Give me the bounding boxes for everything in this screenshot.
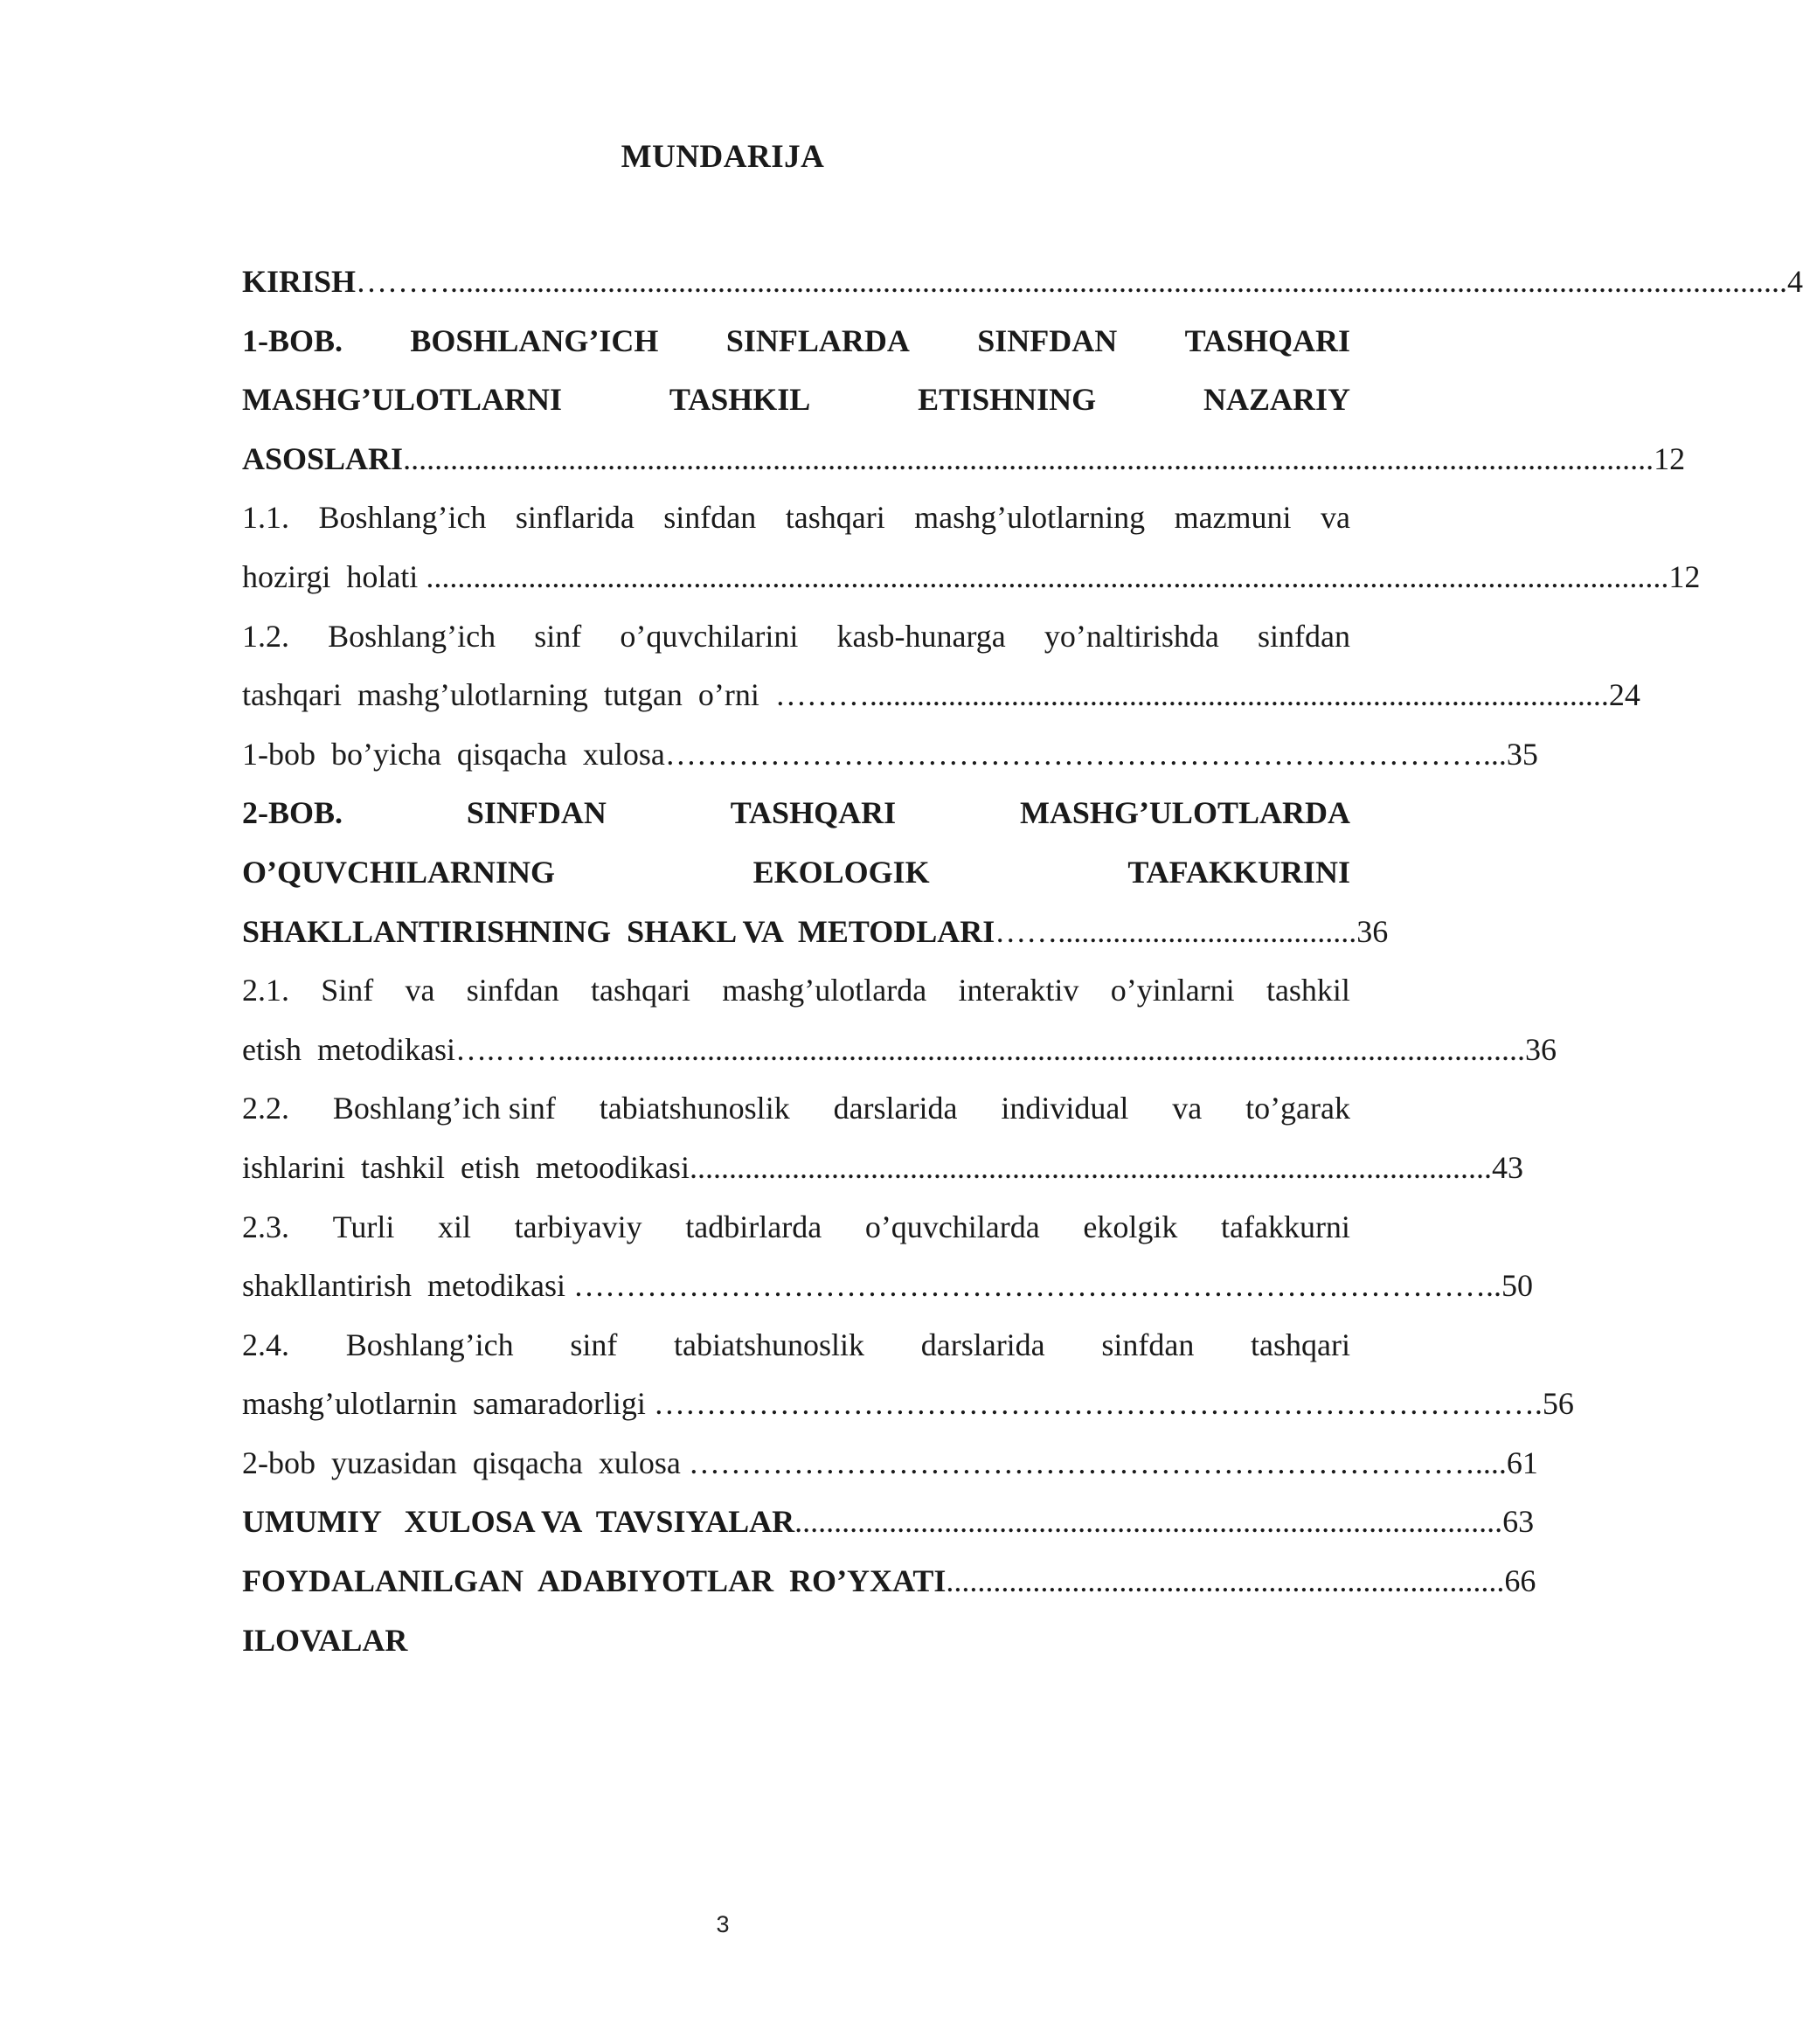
toc-page-number: 63	[1502, 1504, 1535, 1540]
toc-dot-leader: .......................................................................	[946, 1563, 1505, 1599]
toc-word: mashg’ulotlarning	[914, 500, 1146, 536]
toc-word: tadbirlarda	[685, 1209, 822, 1244]
toc-word: ETISHNING	[918, 382, 1097, 418]
toc-dot-leader: ……………………………………………………………………...	[664, 736, 1507, 772]
toc-line	[242, 1434, 1538, 1493]
toc-entry-title: etish metodikasi	[242, 1031, 455, 1067]
toc-entry-title: ishlarini tashkil etish metoodikasi	[242, 1149, 690, 1185]
toc-line	[242, 784, 1350, 843]
toc-dot-leader: ………………………………………………………………………….	[653, 1386, 1543, 1422]
toc-line	[242, 253, 1803, 312]
toc-word: SINFDAN	[977, 322, 1118, 358]
toc-page-number: 12	[1668, 558, 1701, 594]
toc-page-number: 43	[1491, 1149, 1523, 1185]
toc-page-number: 36	[1356, 913, 1389, 949]
toc-line	[242, 1021, 1557, 1080]
toc-word: SINFLARDA	[725, 322, 910, 358]
toc-word: 2.3.	[242, 1209, 289, 1244]
toc-page-number: 24	[1608, 677, 1640, 713]
toc-word: mazmuni	[1174, 500, 1292, 536]
toc-dot-leader: ….……...........................................................................................................................	[454, 1031, 1525, 1067]
toc-word: sinfdan	[1258, 618, 1350, 654]
toc-word: TASHQARI	[730, 795, 897, 831]
toc-word: o’yinlarni	[1110, 973, 1235, 1008]
toc-word: TASHQARI	[1184, 322, 1350, 358]
toc-word: Sinf	[321, 973, 374, 1008]
toc-word: 2.1.	[242, 973, 289, 1008]
toc-page-number: 61	[1506, 1445, 1538, 1480]
toc-word: tashkil	[1266, 973, 1350, 1008]
toc-page-number: 56	[1542, 1386, 1574, 1422]
toc-word: 1-BOB.	[242, 322, 343, 358]
toc-line	[242, 1611, 1350, 1671]
toc-entry-title: ILOVALAR	[242, 1622, 408, 1658]
toc-entry-title: UMUMIY XULOSA VA TAVSIYALAR	[242, 1504, 795, 1540]
toc-dot-leader: ……......................................	[995, 913, 1357, 949]
toc-line	[242, 666, 1640, 725]
toc-word: EKOLOGIK	[752, 854, 930, 890]
toc-word: sinf	[534, 618, 582, 654]
toc-entry-title: SHAKLLANTIRISHNING SHAKL VA METODLARI	[242, 913, 995, 949]
toc-word: va	[1320, 500, 1350, 536]
toc-word: NAZARIY	[1203, 382, 1350, 418]
toc-word: sinf	[570, 1327, 618, 1362]
toc-dot-leader: ......................................................................................................	[689, 1149, 1492, 1185]
toc-entry-title: ASOSLARI	[242, 440, 404, 476]
toc-word: Boshlang’ich	[328, 618, 496, 654]
toc-entry-title: shakllantirish metodikasi	[242, 1268, 573, 1304]
toc-word: va	[1172, 1091, 1203, 1126]
table-of-contents	[242, 253, 1803, 1670]
toc-word: tabiatshunoslik	[674, 1327, 865, 1362]
toc-word: darslarida	[833, 1091, 958, 1126]
toc-line	[242, 961, 1350, 1021]
toc-word: 1.2.	[242, 618, 289, 654]
toc-word: individual	[1001, 1091, 1129, 1126]
toc-page-number: 12	[1654, 440, 1686, 476]
toc-word: Boshlang’ich sinf	[332, 1091, 556, 1126]
toc-line	[242, 430, 1686, 489]
toc-word: interaktiv	[958, 973, 1079, 1008]
toc-word: va	[405, 973, 435, 1008]
toc-dot-leader: ……………………………………………………………………………..	[572, 1268, 1501, 1304]
toc-word: 2-BOB.	[242, 795, 343, 831]
toc-word: ekolgik	[1083, 1209, 1178, 1244]
toc-word: xil	[438, 1209, 472, 1244]
toc-page-number: 4	[1787, 264, 1803, 299]
toc-entry-title: mashg’ulotlarnin samaradorligi	[242, 1386, 654, 1422]
toc-word: 1.1.	[242, 500, 289, 536]
toc-word: o’quvchilarini	[620, 618, 799, 654]
toc-word: tashqari	[1251, 1327, 1350, 1362]
toc-word: sinflarida	[515, 500, 635, 536]
toc-dot-leader: ..........................................................................................	[794, 1504, 1503, 1540]
toc-entry-title: FOYDALANILGAN ADABIYOTLAR RO’YXATI	[242, 1563, 947, 1599]
toc-word: tashqari	[591, 973, 691, 1008]
toc-line	[242, 1493, 1535, 1552]
toc-entry-title: 1-bob bo’yicha qisqacha xulosa	[242, 736, 665, 772]
toc-word: tashqari	[785, 500, 885, 536]
toc-word: sinfdan	[1101, 1327, 1195, 1362]
toc-word: sinfdan	[466, 973, 559, 1008]
toc-word: O’QUVCHILARNING	[242, 854, 556, 890]
toc-dot-leader: ………..............................................................................................	[774, 677, 1609, 713]
toc-word: sinfdan	[663, 500, 757, 536]
toc-entry-title: hozirgi holati	[242, 558, 426, 594]
toc-line	[242, 1079, 1350, 1139]
toc-line	[242, 488, 1350, 548]
toc-word: mashg’ulotlarda	[722, 973, 927, 1008]
toc-line	[242, 1139, 1523, 1198]
toc-entry-title: tashqari mashg’ulotlarning tutgan o’rni	[242, 677, 775, 713]
toc-entry-title: 2-bob yuzasidan qisqacha xulosa	[242, 1445, 689, 1480]
toc-word: 2.4.	[242, 1327, 289, 1362]
page-number: 3	[716, 1911, 730, 1937]
toc-word: tarbiyaviy	[514, 1209, 642, 1244]
toc-word: TASHKIL	[669, 382, 811, 418]
toc-line	[242, 607, 1350, 667]
toc-line	[242, 843, 1350, 903]
toc-word: tafakkurni	[1221, 1209, 1350, 1244]
toc-line	[242, 1316, 1350, 1375]
toc-word: SINFDAN	[466, 795, 607, 831]
toc-line	[242, 1375, 1574, 1434]
toc-word: 2.2.	[242, 1091, 289, 1126]
toc-line	[242, 1552, 1536, 1611]
toc-word: to’garak	[1245, 1091, 1350, 1126]
toc-page-number: 36	[1524, 1031, 1557, 1067]
toc-line	[242, 725, 1538, 785]
toc-word: Boshlang’ich	[345, 1327, 514, 1362]
toc-word: MASHG’ULOTLARDA	[1019, 795, 1350, 831]
toc-word: kasb-hunarga	[836, 618, 1006, 654]
toc-page-number: 50	[1501, 1268, 1533, 1304]
toc-line	[242, 548, 1701, 607]
toc-page-number: 66	[1504, 1563, 1536, 1599]
toc-word: o’quvchilarda	[864, 1209, 1040, 1244]
toc-dot-leader: ...............................................................................................................................................................	[403, 440, 1654, 476]
toc-line	[242, 371, 1350, 430]
toc-entry-title: KIRISH	[242, 264, 357, 299]
toc-page-number: 35	[1506, 736, 1538, 772]
toc-word: yo’naltirishda	[1044, 618, 1219, 654]
toc-line	[242, 312, 1350, 371]
toc-line	[242, 1257, 1533, 1316]
toc-word: BOSHLANG’ICH	[410, 322, 659, 358]
toc-word: Turli	[332, 1209, 395, 1244]
toc-dot-leader: ..............................................................................................................................................................	[426, 558, 1669, 594]
toc-word: tabiatshunoslik	[599, 1091, 790, 1126]
toc-word: Boshlang’ich	[318, 500, 487, 536]
toc-word: TAFAKKURINI	[1127, 854, 1350, 890]
toc-line	[242, 1198, 1350, 1258]
toc-word: MASHG’ULOTLARNI	[242, 382, 563, 418]
toc-line	[242, 903, 1389, 962]
toc-word: darslarida	[920, 1327, 1045, 1362]
page-title: MUNDARIJA	[621, 139, 825, 175]
toc-dot-leader: …………………………………………………………………....	[688, 1445, 1507, 1480]
toc-dot-leader: ………..........................................................................................................................................................................	[356, 264, 1788, 299]
